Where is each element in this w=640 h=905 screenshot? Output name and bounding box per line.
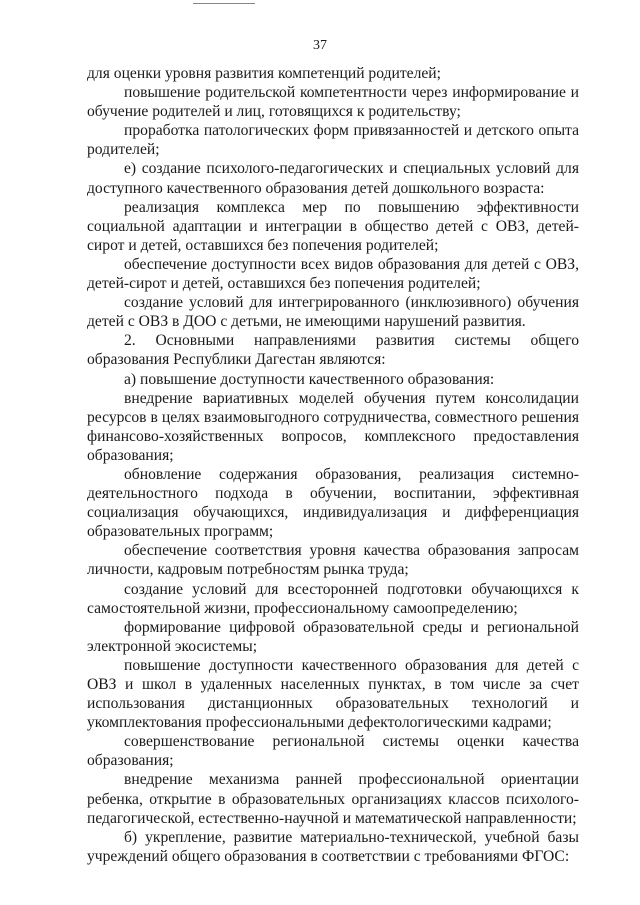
paragraph: создание условий для интегрированного (инклюзивного) обучения детей с ОВЗ в ДОО с детьми, не имеющими нарушений развития. <box>87 294 579 331</box>
paragraph: внедрение механизма ранней профессиональной ориентации ребенка, открытие в образовательных организациях классов психолого-педагогической, естественно-научной и математической направленности; <box>87 771 579 827</box>
paragraph: обновление содержания образования, реализация системно-деятельностного подхода в обучении, воспитании, эффективная социализация обучающихся, индивидуализация и дифференциация образовательных программ; <box>87 465 579 541</box>
paragraph: реализация комплекса мер по повышению эффективности социальной адаптации и интеграции в общество детей с ОВЗ, детей-сирот и детей, оставшихся без попечения родителей; <box>87 198 579 254</box>
paragraph: внедрение вариативных моделей обучения путем консолидации ресурсов в целях взаимовыгодного сотрудничества, совместного решения финансово-хозяйственных вопросов, комплексного предоставления образования; <box>87 389 579 464</box>
paragraph: проработка патологических форм привязанностей и детского опыта родителей; <box>87 122 579 159</box>
paragraph: повышение доступности качественного образования для детей с ОВЗ и школ в удаленных населенных пунктах, в том числе за счет использования дистанционных образовательных технологий и укомплектования профессиональными дефектологическими кадрами; <box>87 656 579 732</box>
paragraph: создание условий для всесторонней подготовки обучающихся к самостоятельной жизни, профессиональному самоопределению; <box>87 580 579 617</box>
paragraph: для оценки уровня развития компетенций родителей; <box>87 65 441 82</box>
document-body <box>87 64 579 866</box>
paragraph: формирование цифровой образовательной среды и региональной электронной экосистемы; <box>87 618 579 655</box>
paragraph: а) повышение доступности качественного образования: <box>124 370 495 388</box>
paragraph: б) укрепление, развитие материально-технической, учебной базы учреждений общего образования в соответствии с требованиями ФГОС: <box>87 828 579 865</box>
paragraph: совершенствование региональной системы оценки качества образования; <box>87 733 579 770</box>
paragraph: е) создание психолого-педагогических и специальных условий для доступного качественного образования детей дошкольного возраста: <box>87 160 579 197</box>
scan-artifact-line <box>193 3 255 4</box>
paragraph: обеспечение соответствия уровня качества образования запросам личности, кадровым потребностям рынка труда; <box>87 542 579 579</box>
page-number: 37 <box>313 38 327 53</box>
paragraph: обеспечение доступности всех видов образования для детей с ОВЗ, детей-сирот и детей, оставшихся без попечения родителей; <box>87 255 579 293</box>
paragraph: 2. Основными направлениями развития системы общего образования Республики Дагестан являются: <box>87 332 579 369</box>
paragraph: повышение родительской компетентности через информирование и обучение родителей и лиц, готовящихся к родительству; <box>87 84 579 121</box>
